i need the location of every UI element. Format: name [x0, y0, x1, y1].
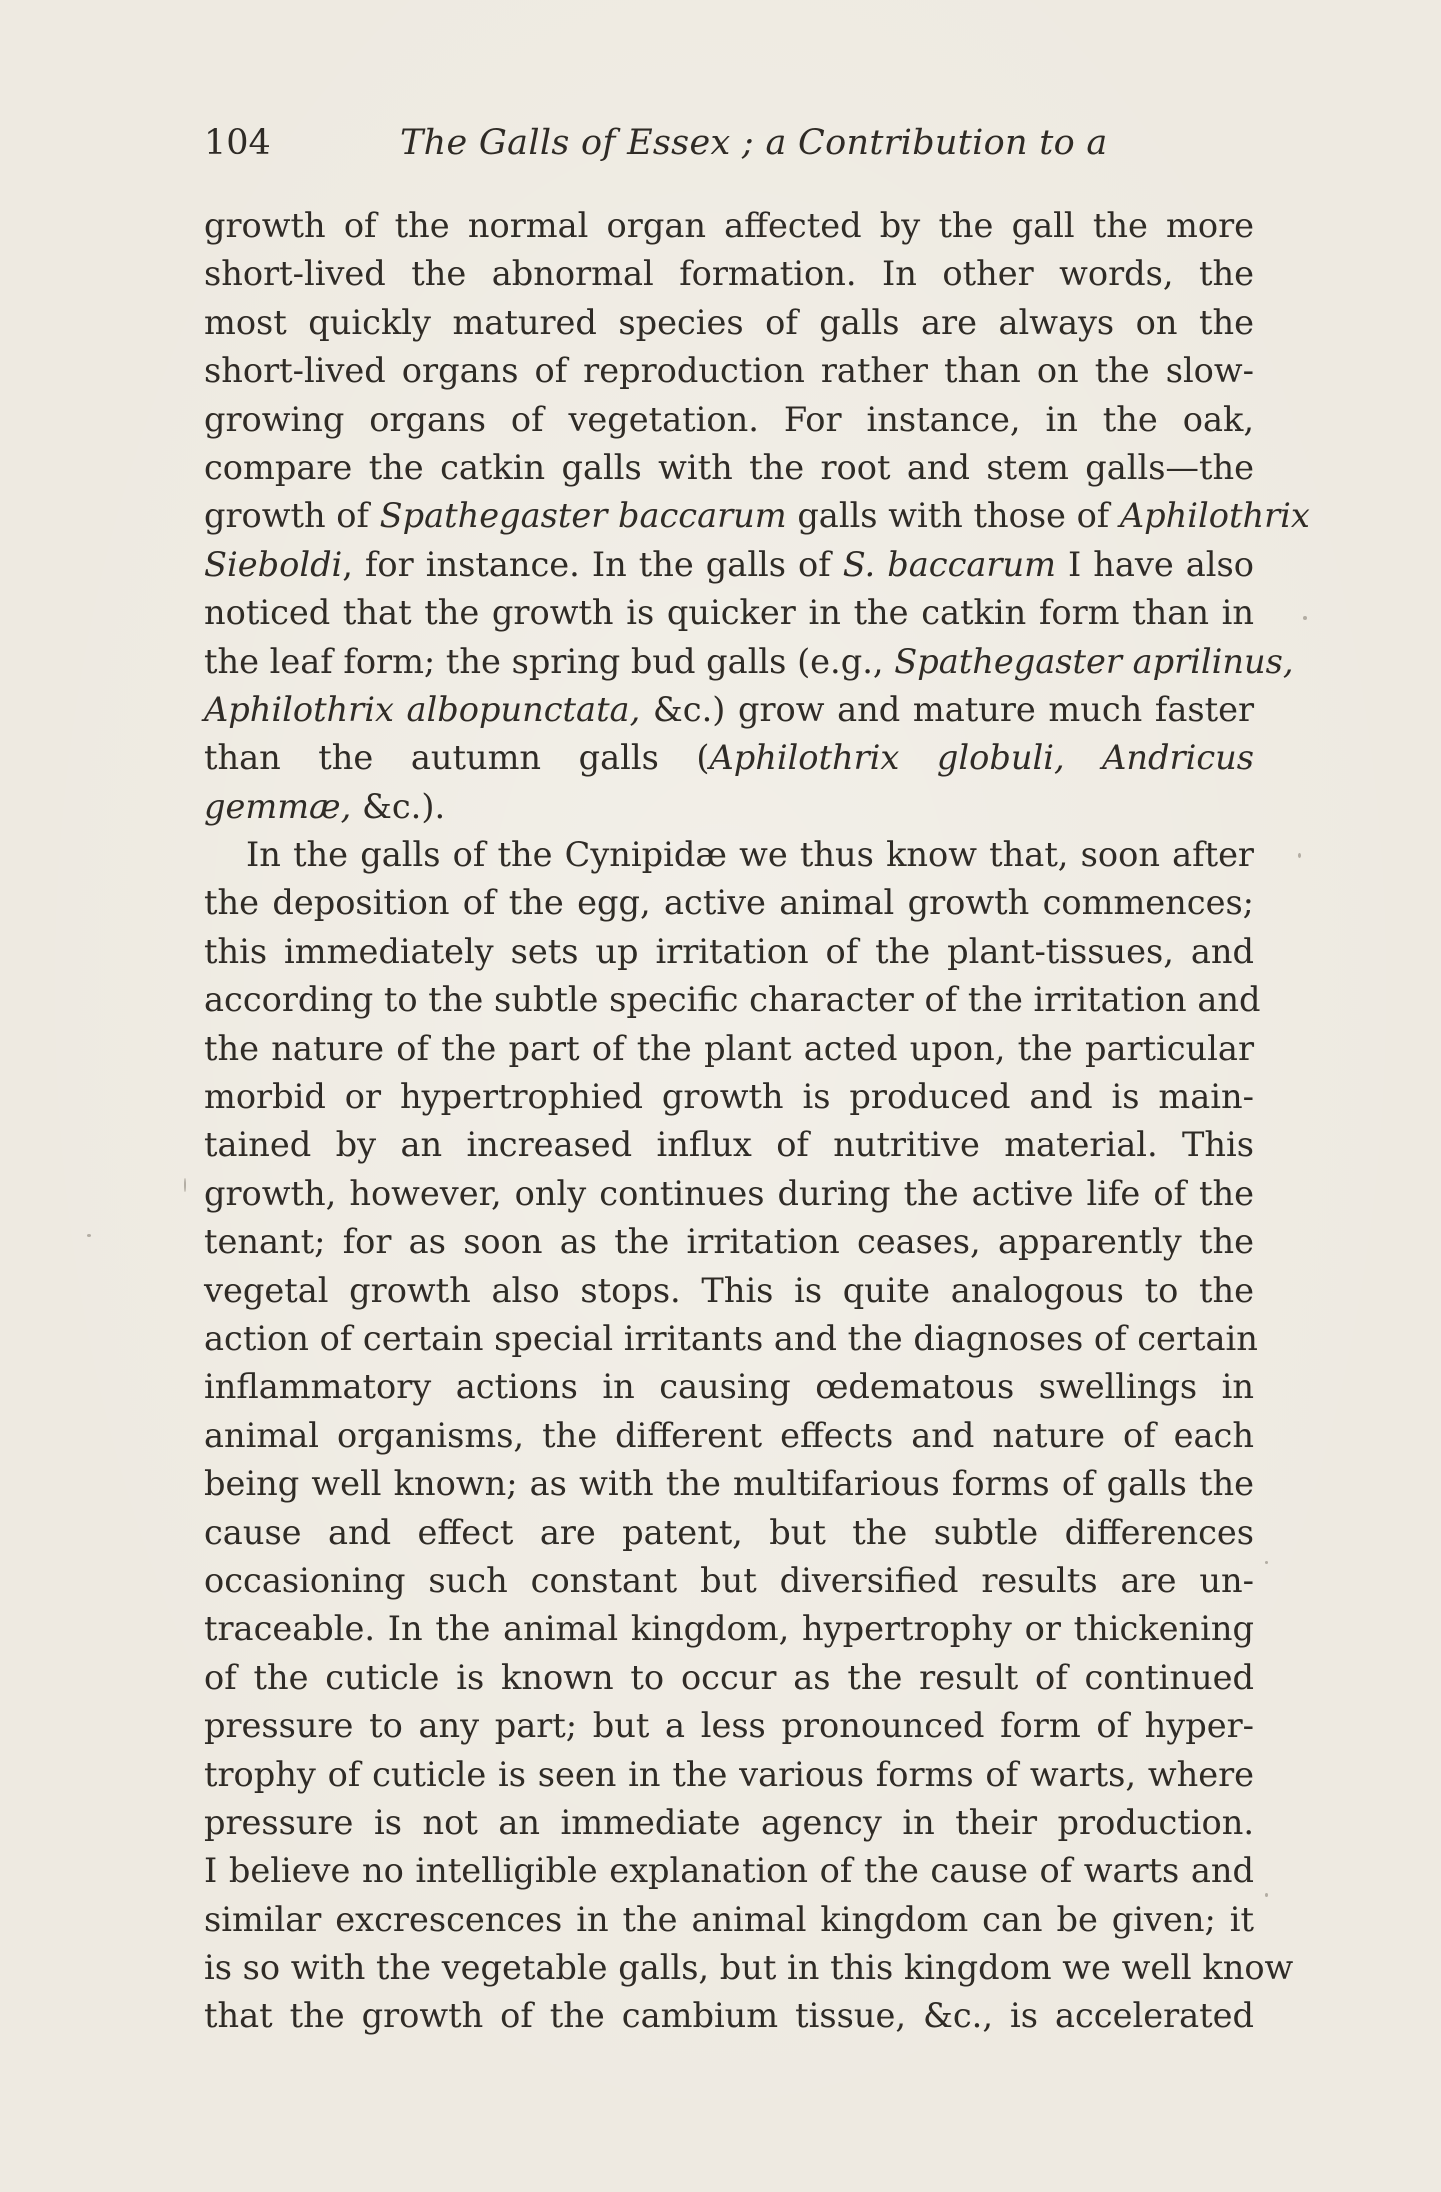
paper-speck	[1265, 1893, 1268, 1897]
text-run: &c.).	[351, 786, 446, 826]
text-line	[204, 541, 1254, 589]
text-run: short-lived organs of reproduction rather than on the slow-	[204, 351, 1254, 391]
text-run: morbid or hypertrophied growth is produced and is main-	[204, 1077, 1254, 1117]
text-run: growth of the normal organ affected by the gall the more	[204, 206, 1254, 245]
paper-speck	[1265, 1561, 1268, 1564]
text-line	[204, 1992, 1254, 2040]
text-run: pressure is not an immediate agency in their production.	[204, 1802, 1254, 1842]
text-line	[204, 299, 1254, 347]
text-run: occasioning such constant but diversified results are un-	[204, 1560, 1254, 1600]
text-line	[204, 1170, 1254, 1218]
text-run: , for instance. In the galls of	[342, 544, 843, 584]
text-line	[204, 444, 1254, 492]
text-line	[204, 686, 1254, 734]
text-run: than the autumn galls (	[204, 738, 710, 778]
text-line	[204, 347, 1254, 395]
italic-run: Aphilothrix albopunctata,	[204, 689, 641, 729]
text-run: is so with the vegetable galls, but in this kingdom we well know	[204, 1948, 1294, 1988]
text-run: pressure to any part; but a less pronounced form of hyper-	[204, 1706, 1254, 1746]
italic-run: S. baccarum	[842, 544, 1056, 584]
italic-run: Spathegaster baccarum	[379, 496, 787, 536]
text-line	[204, 1605, 1254, 1653]
text-run: most quickly matured species of galls are always on the	[204, 302, 1254, 342]
text-line	[204, 1896, 1254, 1944]
text-line	[204, 734, 1254, 782]
text-line	[204, 879, 1254, 927]
text-line	[204, 1944, 1294, 1992]
paper-speck	[1303, 616, 1307, 620]
text-run: &c.) grow and mature much faster	[640, 689, 1255, 729]
text-line	[204, 1121, 1254, 1169]
running-head	[204, 118, 1254, 168]
text-line	[204, 1654, 1254, 1702]
text-run: growing organs of vegetation. For instance, in the oak,	[204, 399, 1254, 439]
paper-speck	[184, 1178, 186, 1192]
text-run: the deposition of the egg, active animal growth commences;	[204, 883, 1254, 923]
paper-speck	[87, 1234, 91, 1237]
text-run: according to the subtle specific character of the irritation and	[204, 980, 1261, 1020]
text-run: noticed that the growth is quicker in the catkin form than in	[204, 593, 1254, 633]
italic-run: Aphilothrix	[1119, 496, 1310, 536]
text-line	[204, 928, 1254, 976]
text-run: that the growth of the cambium tissue, &c., is accelerated	[204, 1996, 1254, 2036]
text-line	[204, 1025, 1254, 1073]
text-run: galls with those of	[786, 496, 1120, 536]
italic-run: Spathegaster aprilinus,	[894, 641, 1294, 681]
text-run: compare the catkin galls with the root and stem galls—the	[204, 447, 1254, 487]
text-line	[204, 250, 1254, 298]
text-run: cause and effect are patent, but the subtle differences	[204, 1512, 1254, 1552]
text-run: I have also	[1055, 544, 1254, 584]
running-title: The Galls of Essex ; a Contribution to a	[400, 123, 1108, 163]
paper-speck	[1298, 853, 1301, 858]
text-line	[204, 396, 1254, 444]
text-line	[204, 976, 1261, 1024]
text-run: vegetal growth also stops. This is quite analogous to the	[204, 1270, 1254, 1310]
text-line	[204, 1702, 1254, 1750]
text-line	[204, 1460, 1254, 1508]
body-text	[204, 202, 1310, 2082]
text-line	[204, 202, 1254, 250]
text-line	[204, 1799, 1254, 1847]
text-line	[204, 1218, 1254, 1266]
text-line	[204, 1847, 1254, 1895]
text-line	[204, 1412, 1254, 1460]
text-run: the nature of the part of the plant acted upon, the particular	[204, 1028, 1254, 1068]
text-line	[204, 638, 1294, 686]
page-number: 104	[204, 123, 271, 163]
text-run: this immediately sets up irritation of the plant-tissues, and	[204, 931, 1254, 971]
text-run: action of certain special irritants and the diagnoses of certain	[204, 1318, 1258, 1358]
text-run: I believe no intelligible explanation of the cause of warts and	[204, 1851, 1254, 1891]
text-run: traceable. In the animal kingdom, hypertrophy or thickening	[204, 1609, 1254, 1649]
text-line	[204, 589, 1254, 637]
text-run: growth of	[204, 496, 380, 536]
text-run: trophy of cuticle is seen in the various forms of warts, where	[204, 1754, 1254, 1794]
text-line	[204, 1363, 1254, 1411]
text-line	[204, 831, 1254, 879]
text-run: growth, however, only continues during the active life of the	[204, 1173, 1254, 1213]
text-line	[204, 1267, 1254, 1315]
text-run: being well known; as with the multifarious forms of galls the	[204, 1464, 1254, 1504]
text-line	[204, 1557, 1254, 1605]
text-line	[204, 1509, 1254, 1557]
text-run: In the galls of the Cynipidæ we thus know that, soon after	[246, 835, 1254, 875]
text-run: the leaf form; the spring bud galls (e.g.,	[204, 641, 895, 681]
text-run: of the cuticle is known to occur as the result of continued	[204, 1657, 1254, 1697]
text-line	[204, 1073, 1254, 1121]
text-line	[204, 1751, 1254, 1799]
text-line	[204, 492, 1310, 540]
text-line	[204, 1315, 1258, 1363]
italic-run: Sieboldi	[204, 544, 343, 584]
text-run: short-lived the abnormal formation. In other words, the	[204, 254, 1254, 294]
text-line	[204, 783, 1254, 831]
text-run: tenant; for as soon as the irritation ceases, apparently the	[204, 1222, 1254, 1262]
text-run: similar excrescences in the animal kingdom can be given; it	[204, 1899, 1254, 1939]
text-run: tained by an increased influx of nutritive material. This	[204, 1125, 1254, 1165]
text-run: inflammatory actions in causing œdematous swellings in	[204, 1367, 1254, 1407]
italic-run: gemmæ,	[204, 786, 352, 826]
italic-run: Aphilothrix globuli, Andricus	[709, 738, 1254, 778]
text-run: animal organisms, the different effects and nature of each	[204, 1415, 1254, 1455]
